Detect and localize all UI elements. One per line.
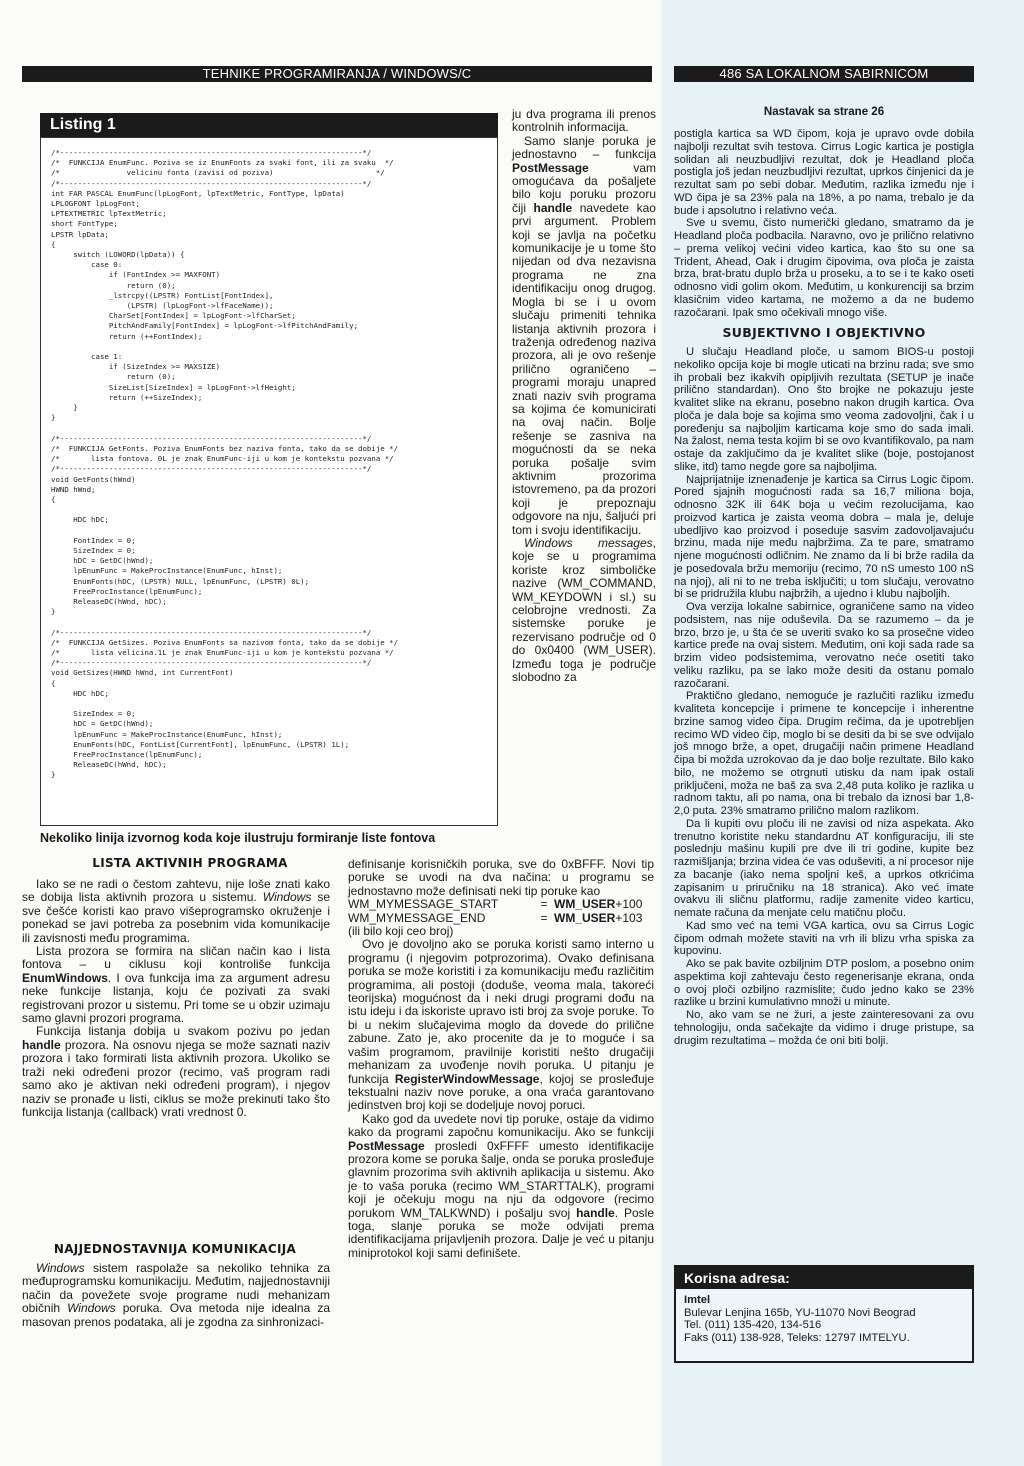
keyword: handle <box>533 200 573 215</box>
paragraph: Iako se ne radi o čestom zahtevu, nije loše znati kako se dobija lista aktivnih prozora u sistemu. Windows se sve češće koristi kao pravo višeprogramsko okruženje i ponekad se javi potreba za posebnim vida komunikacije ili zavisnosti među programima. <box>22 877 330 945</box>
definition-row: WM_MYMESSAGE_END = WM_USER+103 <box>348 910 643 925</box>
listing-caption: Nekoliko linija izvornog koda koje ilustruju formiranje liste fontova <box>40 831 436 845</box>
paragraph: Ako se pak bavite ozbiljnim DTP poslom, a posebno onim aspektima koji zahtevaju često regenerisanje ekrana, onda o ovoj ploči ozbiljno razmislite; čudo jedno kako se 23% razlike u brzini kumulativno množi u minute. <box>674 958 974 1009</box>
paragraph: Lista prozora se formira na sličan način kao i lista fontova – u ciklusu koji kontroliše funkcija EnumWindows. I ova funkcija ima za argument adresu neke funkcije listanja, koju će pozivati za svaki registrovani prozor u sistemu. Pri tome se u obzir uzimaju samo glavni prozori programa. <box>22 944 330 1026</box>
paragraph: definisanje korisničkih poruka, sve do 0xBFFF. Novi tip poruke se uvodi na dva načina: u programu se jednostavno može definisati neki tip poruke kao <box>348 857 654 898</box>
section-heading-komunikacija: NAJJEDNOSTAVNIJA KOMUNIKACIJA <box>53 1242 297 1256</box>
paragraph: (ili bilo koji ceo broj) <box>348 924 454 939</box>
address-box-title: Korisna adresa: <box>676 1267 972 1289</box>
listing-title: Listing 1 <box>40 113 498 137</box>
phone-line: Tel. (011) 135-420, 134-516 <box>684 1319 822 1332</box>
paragraph: Praktično gledano, nemoguće je razlučiti razliku između kvaliteta koncepcije i primene te koncepcije i inherentne brzine samog video čipa. Drugim rečima, da je upotrebljen recimo WD video čip, moglo bi se desiti da bi se sve odvijalo još mnogo brže, a opet, drugačiji način primene Headland čipa bi možda uzrokovao da je dao bolje rezultate. Bilo kako bilo, ne možemo se otrgnuti utisku da nam ipak ostali priključeni, moža ne baš za sva 2,48 puta koliko je razlika u radnom taktu, ali po nama, ona bi trebalo da iznosi bar 1,8-2,0 puta. 23% smatramo prilično malom razlikom. <box>674 690 974 817</box>
definition-row: WM_MYMESSAGE_START = WM_USER+100 <box>348 897 643 912</box>
section-heading-subjektivno: SUBJEKTIVNO I OBJEKTIVNO <box>722 325 926 341</box>
section-header-left: TEHNIKE PROGRAMIRANJA / WINDOWS/C <box>22 66 652 82</box>
paragraph: Funkcija listanja dobija u svakom pozivu po jedan handle prozora. Na osnovu njega se može saznati naziv prozora i tako formirati lista aktivnih prozora. Ukoliko se traži neki određeni prozor (recimo, vaš program radi samo ako je aktivan neki određeni program), i njegov naziv se pronađe u listi, ciklus se može prekinuti tako što funkcija listanja (callback) vrati vrednost 0. <box>22 1024 330 1119</box>
paragraph: Windows sistem raspolaže sa nekoliko tehnika za međuprogramsku komunikaciju. Međutim, najjednostavniji način da povežete svoje programe nudi mehanizam običnih Windows poruka. Ova metoda nije idealna za masovan prenos podataka, ali je zgodna za sinhronizaci- <box>22 1261 330 1329</box>
address-body <box>676 1289 972 1349</box>
col1-text-b <box>22 1262 330 1329</box>
section-heading-lista: LISTA AKTIVNIH PROGRAMA <box>92 856 288 870</box>
fax-line: Faks (011) 138-928, Teleks: 12797 IMTELYU. <box>684 1331 910 1344</box>
paragraph: Najprijatnije iznenađenje je kartica sa Cirrus Logic čipom. Pored sjajnih mogućnosti rada sa 16,7 miliona boja, odnosno 32K ili 64K boja u većim rezolucijama, kao proizvod kartica je zaista veoma dobra – mala je, deluje ubedljivo kao proizvod i poseduje sasvim zadovoljavajuću brzinu, mada nije među najbržima. Za te pare, smatramo njene mogućnosti odličnim. Ne znamo da li bi brže radila da je posedovala bržu memoriju (recimo, 70 nS umesto 100 nS na njoj), ali ni to ne treba isključiti; u tom slučaju, verovatno bi se pridružila klubu najbržih, a ujedno i klubu najboljih. <box>674 473 974 601</box>
code-listing: /*--------------------------------------------------------------------*/ /* FUNKCIJA EnumFunc. Poziva se iz EnumFonts za svaki font, ili za svaku */ /* velicinu fonta (zavisi od poziva) */ /*--------------------------------------------------------------------*/ int FAR PASCAL EnumFunc(lpLogFont, lpTextMetric, FontType, lpData) LPLOGFONT lpLogFont; LPTEXTMETRIC lpTextMetric; short FontType; LPSTR lpData; { switch (LOWORD(lpData)) { case 0: if (FontIndex >= MAXFONT) return (0); _lstrcpy((LPSTR) FontList[FontIndex], (LPSTR) (lpLogFont->lfFaceName)); CharSet[FontIndex] = lpLogFont->lfCharSet; PitchAndFamily[FontIndex] = lpLogFont->lfPitchAndFamily; return (++FontIndex); case 1: if (SizeIndex >= MAXSIZE) return (0); SizeList[SizeIndex] = lpLogFont->lfHeight; return (++SizeIndex); } } /*--------------------------------------------------------------------*/ /* FUNKCIJA GetFonts. Poziva EnumFonts bez naziva fonta, tako da se dobije */ /* lista fontova. 0L je znak EnumFunc-iji u kom je kontekstu pozvana */ /*--------------------------------------------------------------------*/ void GetFonts(hWnd) HWND hWnd; { HDC hDC; FontIndex = 0; SizeIndex = 0; hDC = GetDC(hWnd); lpEnumFunc = MakeProcInstance(EnumFunc, hInst); EnumFonts(hDC, (LPSTR) NULL, lpEnumFunc, (LPSTR) 0L); FreeProcInstance(lpEnumFunc); ReleaseDC(hWnd, hDC); } /*--------------------------------------------------------------------*/ /* FUNKCIJA GetSizes. Poziva EnumFonts sa nazivom fonta, tako da se dobije */ /* lista velicina.1L je znak EnumFunc-iji u kom je kontekstu pozvana */ /*--------------------------------------------------------------------*/ void GetSizes(HWND hWnd, int CurrentFont) { HDC hDC; SizeIndex = 0; hDC = GetDC(hWnd); lpEnumFunc = MakeProcInstance(EnumFunc, hInst); EnumFonts(hDC, FontList[CurrentFont], lpEnumFunc, (LPSTR) 1L); FreeProcInstance(lpEnumFunc); ReleaseDC(hWnd, hDC); } <box>51 148 399 780</box>
paragraph: Da li kupiti ovu ploču ili ne zavisi od niza aspekata. Ako trenutno koristite neku standardnu AT konfiguraciju, ili ste poslednju mašinu kupili pre dve ili tri godine, kupite bez razmišljanja; brzina videa će vas oduševiti, a ni procesor nije za bacanje (iako nema spoljni keš, a uprkos otkrićima zapisanim u priručniku na 18 stranica). Ako već imate ovakvu ili sličnu platformu, radije zamenite video karticu, nemate računa da menjate celu matičnu ploču. <box>674 817 974 919</box>
address-line: Bulevar Lenjina 165b, YU-11070 Novi Beograd <box>684 1306 916 1319</box>
col1-text-a <box>22 878 330 1119</box>
continuation-note: Nastavak sa strane 26 <box>763 106 885 118</box>
paragraph: No, ako vam se ne žuri, a jeste zainteresovani za ovu tehnologiju, onda sačekajte da vidimo i druge pristupe, sa drugim rezultatima – možda će oni biti bolji. <box>674 1009 974 1047</box>
paragraph: Ova verzija lokalne sabirnice, ograničene samo na video podsistem, nas nije oduševila. Da se razumemo – da je brzo, brzo je, u šta će se uveriti svako ko sa prosečne video kartice pređe na ovaj sistem. Međutim, oni koji sada rade sa brzim video podsistemima, verovatno neće osetiti tako veliku razliku, pa se lako može desiti da ostanu pomalo razočarani. <box>674 601 974 690</box>
paragraph: Ovo je dovoljno ako se poruka koristi samo interno u programu (i njegovim potprozorima). Ovako definisana poruka se može koristiti i za komunikaciju među različitim programima, ali postoji (doduše, veoma mala, takoreći teorijska) mogućnost da i neki drugi programi dođu na istu ideju i da iskoriste upravo isti broj za svoje poruke. To bi u nekim slučajevima moglo da dovede do prilične zabune. Zato je, ako procenite da je to moguće i sa vašim programom, pravilnije koristiti nešto drugačiji mehanizam za uvođenje novih poruka. U pitanju je funkcija RegisterWindowMessage, kojoj se prosleđuje tekstualni naziv nove poruke, a ona vraća garantovano jedinstven broj koji se dodeljuje novoj poruci. <box>348 937 654 1113</box>
paragraph: Sve u svemu, čisto numerički gledano, smatramo da je Headland ploča podbacila. Naravno, ovo je prilično relativno – prema velikoj većini video kartica, kao što su one sa Trident, Ahead, Oak i drugim čipovima, ova ploča je zaista brza, brat-bratu duplo brža u proseku, a to se i te kako oseti odnosno vidi golim okom. Međutim, u konkurenciji sa brzim klasičnim video kartama, ne možemo a da ne budemo razočarani. Ipak smo očekivali mnogo više. <box>674 217 974 319</box>
paragraph: postigla kartica sa WD čipom, koja je upravo ovde dobila najbolji rezultat svih testova. Cirrus Logic kartica je postigla solidan ali neuzbudljivi rezultat, dok je Headland ploča postigla još jedan neuzbudljivi rezultat, uprkos činjenici da je rezultat sam po sebi dobar. Međutim, razlika između nje i WD čipa je sa 23% pala na 18%, a po nama, trebalo je da bude i apsolutno i relativno veća. <box>674 128 974 217</box>
mid-paragraph-3: Windows messages, koje se u programima koriste kroz simboličke nazive (WM_COMMAND, WM_KEYDOWN i sl.) su celobrojne vrednosti. Za sistemske poruke je rezervisano područje od 0 do 0x0400 (WM_USER). Između toga je područje slobodno za <box>512 536 656 685</box>
paragraph: U slučaju Headland ploče, u samom BIOS-u postoji nekoliko opcija koje bi mogle uticati na brzinu rada; sve smo ih probali bez ikakvih opipljivih rezultata (SETUP je inače prilično standardan). Ono što brojke ne pokazuju jeste kvalitet slike na ekranu, posebno nakon drugih kartica. Ova ploča je dala boje sa kojima smo veoma zadovoljni, čak i u poređenju sa najboljim karticama koje smo do sada imali. Na žalost, nema testa kojim bi se ovo kvantifikovalo, pa nam ostaje da zaključimo da je kvalitet slike (boje, postojanost slike, itd) tamo negde gore sa najboljima. <box>674 346 974 473</box>
section-header-right: 486 SA LOKALNOM SABIRNICOM <box>674 66 974 82</box>
mid-paragraph-1: ju dva programa ili prenos kontrolnih informacija. <box>512 107 656 135</box>
right-article <box>674 128 974 1047</box>
listing-box <box>40 137 498 826</box>
company-name: Imtel <box>684 1294 711 1306</box>
keyword: PostMessage <box>512 160 589 175</box>
address-box <box>674 1265 974 1363</box>
message-definitions <box>348 898 654 925</box>
col2-text <box>348 858 654 1260</box>
paragraph: Kad smo već na temi VGA kartica, ovu sa Cirrus Logic čipom odmah možete staviti na vrh ili blizu vrha spiska za kupovinu. <box>674 919 974 958</box>
mid-column <box>512 108 656 684</box>
paragraph: Kako god da uvedete novi tip poruke, ostaje da vidimo kako da programi započnu komunikaciju. Ako se funkciji PostMessage prosledi 0xFFFF umesto identifikacije prozora kome se poruka šalje, onda se poruka prosleđuje glavnim prozorima svih aktivnih aplikacija u sistemu. Ako je to vaša poruka (recimo WM_STARTTALK), programi koji je očekuju mogu na nju da odgovore (recimo porukom WM_TALKWND) i pošalju svoj handle. Posle toga, slanje poruka se može odvijati prema identifikacijama prijavljenih prozora. Dalje je već u pitanju miniprotokol koji sami definišete. <box>348 1111 654 1260</box>
mid-paragraph-2: Samo slanje poruka je jednostavno – funkcija PostMessage vam omogućava da pošaljete bilo koju poruku prozoru čiji handle navedete kao prvi argument. Problem koji se javlja na početku komunikacije je u tome što nijedan od dva nezavisna programa ne zna identifikaciju onog drugog. Mogla bi se i u ovom slučaju primeniti tehnika listanja aktivnih prozora i traženja određenog naziva prozora, ali je ovo rešenje prilično ograničeno – programi moraju unapred znati naziv svih programa sa kojima će komunicirati na ovaj način. Bolje rešenje se zasniva na mogućnosti da se neka poruka pošalje svim aktivnim prozorima istovremeno, pa da prozori koji je prepoznaju odgovore na nju, šaljući pri tom i svoju identifikaciju. <box>512 133 656 537</box>
